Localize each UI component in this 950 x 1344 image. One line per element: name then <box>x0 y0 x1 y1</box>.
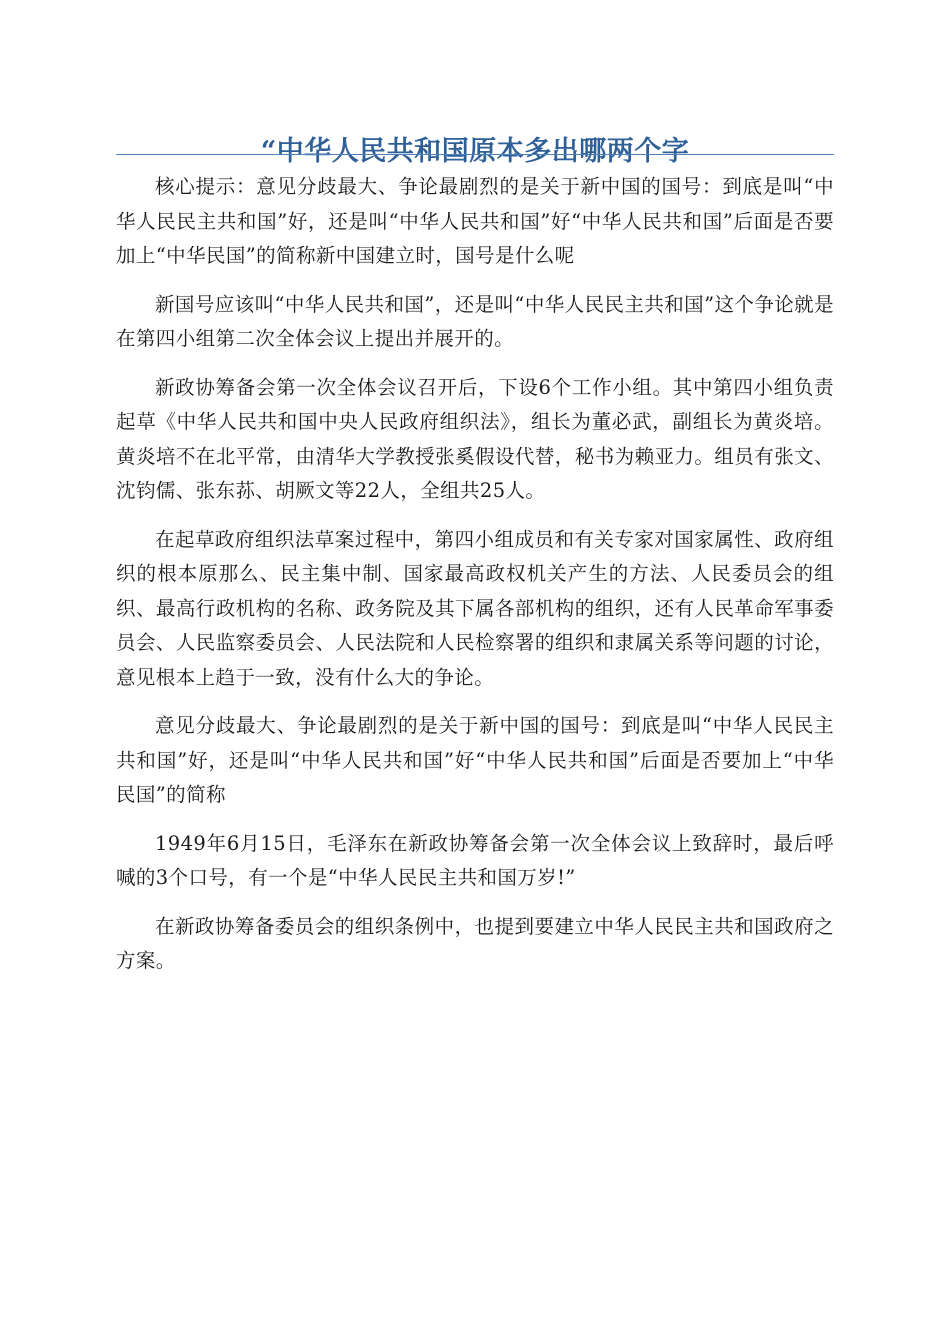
paragraph-disagreement: 意见分歧最大、争论最剧烈的是关于新中国的国号：到底是叫“中华人民民主共和国”好，还是叫“中华人民共和国”好“中华人民共和国”后面是否要加上“中华民国”的简称 <box>116 714 834 806</box>
paragraph-drafting-process: 在起草政府组织法草案过程中，第四小组成员和有关专家对国家属性、政府组织的根本原那么、民主集中制、国家最高政权机关产生的方法、人民委员会的组织、最高行政机构的名称、政务院及其下属各部机构的组织，还有人民革命军事委员会、人民监察委员会、人民法院和人民检察署的组织和隶属关系等问题的讨论，意见根本上趋于一致，没有什么大的争论。 <box>116 527 834 689</box>
paragraph-working-groups: 新政协筹备会第一次全体会议召开后，下设6个工作小组。其中第四小组负责起草《中华人民共和国中央人民政府组织法》，组长为董必武，副组长为黄炎培。黄炎培不在北平常，由清华大学教授张奚假设代替，秘书为赖亚力。组员有张文、沈钧儒、张东荪、胡厥文等22人，全组共25人。 <box>116 375 834 502</box>
title-underline <box>116 154 834 155</box>
document-body <box>116 170 834 993</box>
document-title: “中华人民共和国原本多出哪两个字 <box>260 136 690 168</box>
paragraph-core-hint: 核心提示：意见分歧最大、争论最剧烈的是关于新中国的国号：到底是叫“中华人民民主共和国”好，还是叫“中华人民共和国”好“中华人民共和国”后面是否要加上“中华民国”的简称新中国建立时，国号是什么呢 <box>116 175 834 267</box>
paragraph-name-debate: 新国号应该叫“中华人民共和国”，还是叫“中华人民民主共和国”这个争论就是在第四小组第二次全体会议上提出并展开的。 <box>116 292 834 350</box>
paragraph-june-15-speech: 1949年6月15日，毛泽东在新政协筹备会第一次全体会议上致辞时，最后呼喊的3个口号，有一个是“中华人民民主共和国万岁!” <box>116 831 834 889</box>
paragraph-organization-regulation: 在新政协筹备委员会的组织条例中，也提到要建立中华人民民主共和国政府之方案。 <box>116 914 834 972</box>
